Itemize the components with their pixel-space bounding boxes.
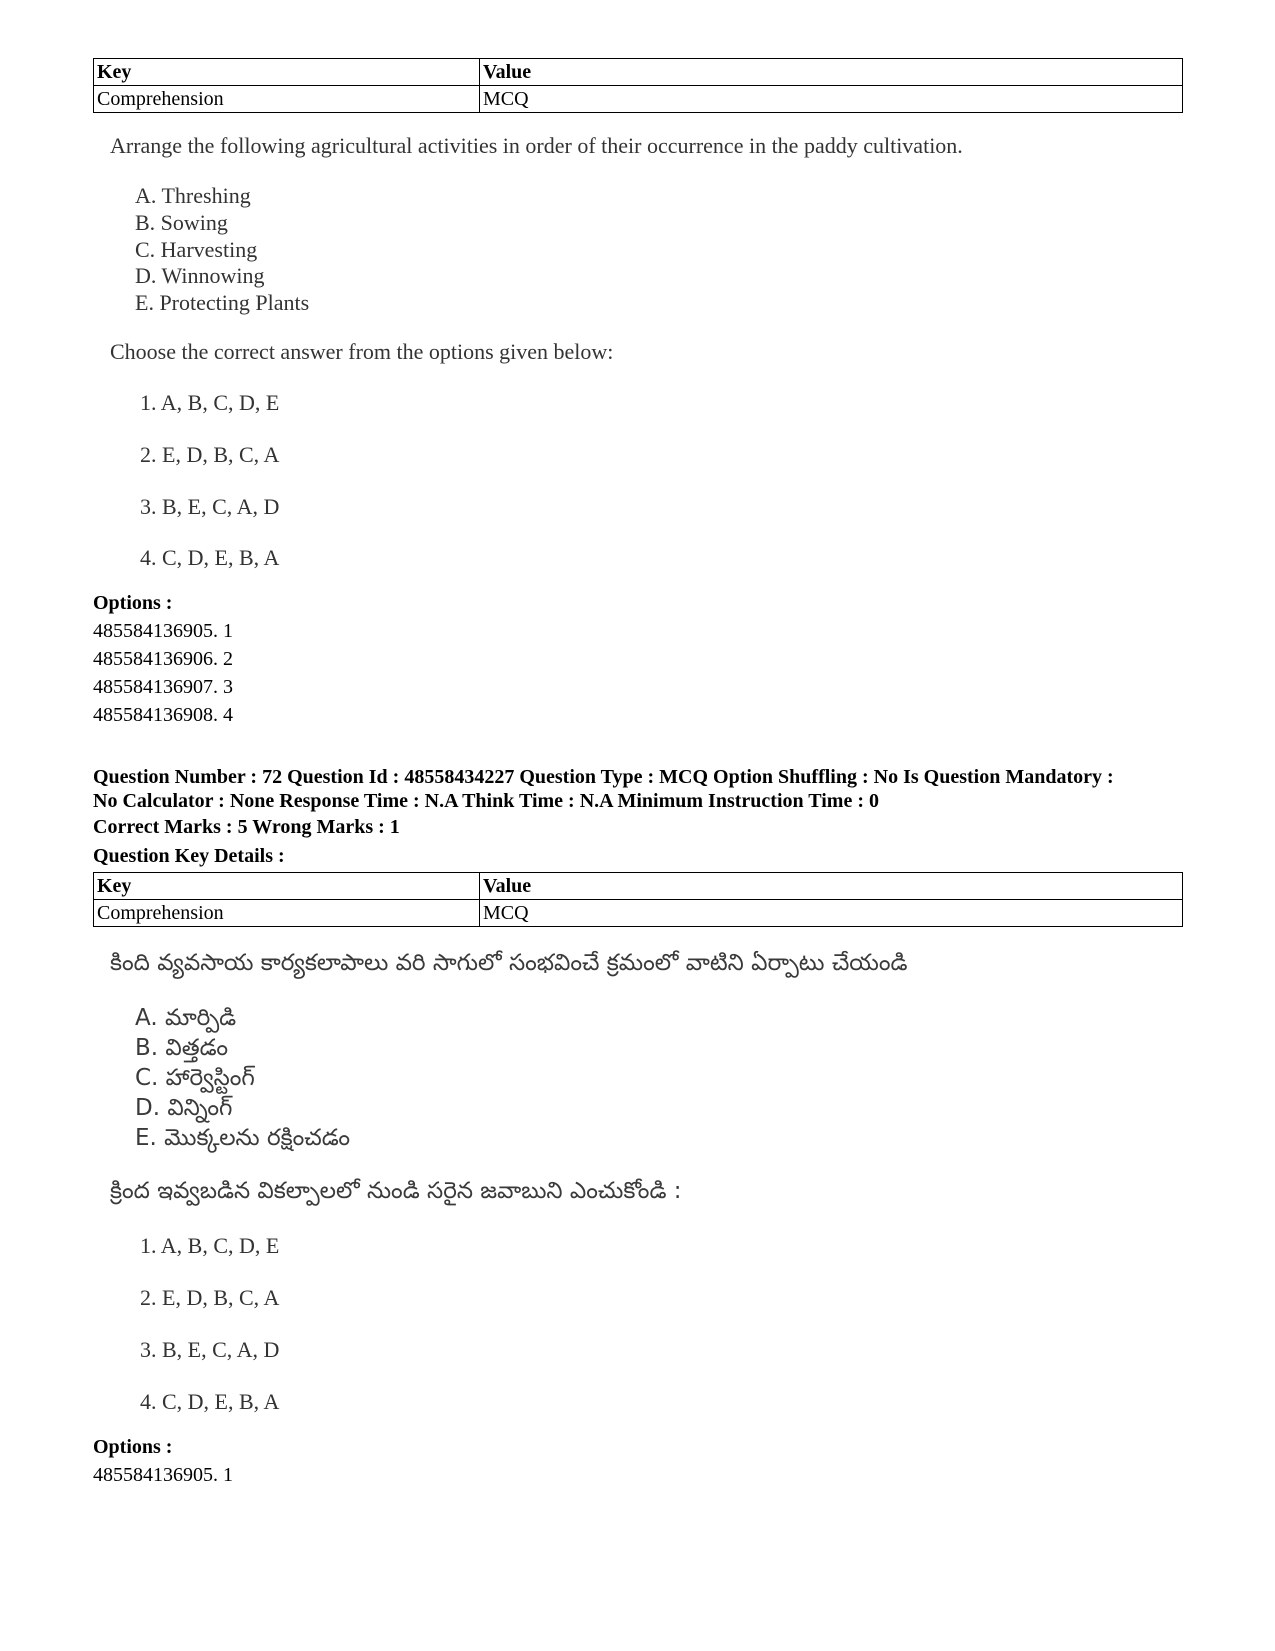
table-row	[94, 900, 1183, 927]
answer-choice: 2. E, D, B, C, A	[140, 442, 280, 467]
choose-prompt: క్రింద ఇవ్వబడిన వికల్పాలలో నుండి సరైన జవాబుని ఎంచుకోండి :	[110, 1178, 682, 1204]
key-header: Key	[94, 873, 480, 900]
answer-choice: 1. A, B, C, D, E	[140, 390, 280, 415]
value-cell: MCQ	[480, 900, 1183, 927]
question-meta-line: No Calculator : None Response Time : N.A Think Time : N.A Minimum Instruction Time : 0	[93, 790, 879, 812]
key-header: Key	[94, 59, 480, 86]
option-id: 485584136905. 1	[93, 1464, 233, 1486]
option-id: 485584136906. 2	[93, 648, 233, 670]
option-id: 485584136907. 3	[93, 676, 233, 698]
answer-choice: 2. E, D, B, C, A	[140, 1285, 280, 1310]
option-id: 485584136905. 1	[93, 620, 233, 642]
answer-choice: 4. C, D, E, B, A	[140, 1389, 280, 1414]
answer-choice: 4. C, D, E, B, A	[140, 545, 280, 570]
choose-prompt: Choose the correct answer from the options given below:	[110, 339, 614, 364]
list-item: A. Threshing	[135, 183, 251, 208]
list-item: D. విన్నింగ్	[135, 1095, 233, 1121]
table-header-row	[94, 873, 1183, 900]
key-cell: Comprehension	[94, 900, 480, 927]
question-key-table	[93, 58, 1183, 113]
question-stem: Arrange the following agricultural activities in order of their occurrence in the paddy cultivation.	[110, 133, 963, 158]
value-header: Value	[480, 873, 1183, 900]
question-stem: కింది వ్యవసాయ కార్యకలాపాలు వరి సాగులో సంభవించే క్రమంలో వాటిని ఏర్పాటు చేయండి	[110, 950, 908, 976]
question-key-details-label: Question Key Details :	[93, 845, 285, 867]
key-cell: Comprehension	[94, 86, 480, 113]
list-item: A. మార్పిడి	[135, 1005, 237, 1031]
question-key-table	[93, 872, 1183, 927]
marks-line: Correct Marks : 5 Wrong Marks : 1	[93, 816, 400, 838]
value-cell: MCQ	[480, 86, 1183, 113]
table-header-row	[94, 59, 1183, 86]
answer-choice: 1. A, B, C, D, E	[140, 1233, 280, 1258]
list-item: B. విత్తడం	[135, 1035, 228, 1061]
option-id: 485584136908. 4	[93, 704, 233, 726]
answer-choice: 3. B, E, C, A, D	[140, 1337, 280, 1362]
list-item: E. మొక్కలను రక్షించడం	[135, 1125, 351, 1151]
question-meta-line: Question Number : 72 Question Id : 48558434227 Question Type : MCQ Option Shuffling : No Is Question Mandatory :	[93, 766, 1114, 788]
answer-choice: 3. B, E, C, A, D	[140, 494, 280, 519]
question-metadata	[93, 765, 1203, 813]
table-row	[94, 86, 1183, 113]
list-item: C. హార్వెస్టింగ్	[135, 1065, 255, 1091]
options-label: Options :	[93, 592, 173, 614]
list-item: D. Winnowing	[135, 263, 265, 288]
list-item: C. Harvesting	[135, 237, 258, 262]
list-item: E. Protecting Plants	[135, 290, 310, 315]
list-item: B. Sowing	[135, 210, 228, 235]
value-header: Value	[480, 59, 1183, 86]
options-label: Options :	[93, 1436, 173, 1458]
